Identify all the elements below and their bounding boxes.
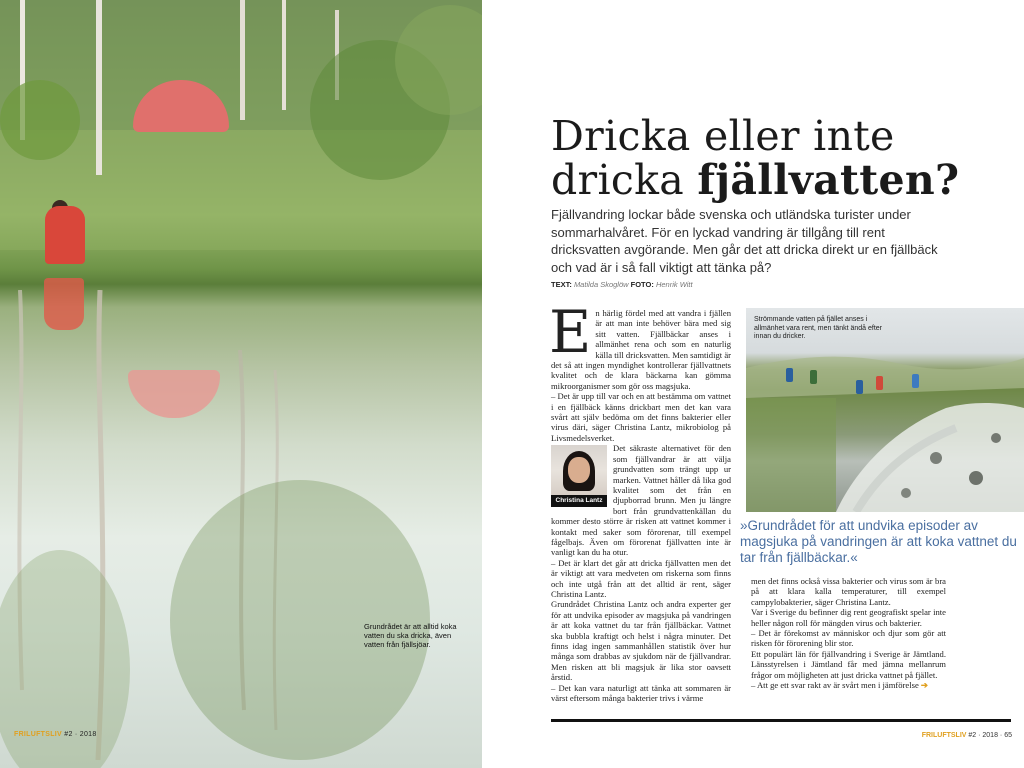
body-paragraph-1: n härlig fördel med att vandra i fjällen är att man inte behöver bära med sig sitt vatten. Fjällbäckar anses i allmänhet rena och som en naturlig källa till dricksvatten. Men samtidigt är det så att ingen myndighet kontrollerar fjällvattnets kvalitet och de klara bäckarna kan gömma mikroorganismer som gör oss magsjuka. bbox=[551, 308, 731, 391]
hiker bbox=[45, 206, 85, 264]
small-hiker-2 bbox=[810, 370, 817, 384]
headline-line-2-light: dricka bbox=[551, 156, 698, 204]
body-paragraph-4: – Det är klart det går att dricka fjällvatten men det är viktigt att vara medveten om riskerna som finns och inte utgå från att det alltid är rent, säger Christina Lantz. bbox=[551, 557, 731, 599]
body-paragraph-8: Var i Sverige du befinner dig rent geografiskt spelar inte heller någon roll för mängden virus och bakterier. bbox=[751, 607, 946, 628]
headline-line-2-bold: fjällvatten? bbox=[697, 156, 960, 204]
small-hiker-4 bbox=[876, 376, 883, 390]
last-line-text: – Att ge ett svar rakt av är svårt men i jämförelse bbox=[751, 680, 919, 691]
small-hiker-1 bbox=[786, 368, 793, 382]
photo-author: Henrik Witt bbox=[655, 280, 693, 289]
text-label: TEXT: bbox=[551, 280, 572, 289]
stream-photo-caption: Strömmande vatten på fjället anses i allmänhet vara rent, men tänkt ändå efter innan du dricker. bbox=[754, 316, 883, 341]
tree-reflections bbox=[0, 290, 482, 768]
portrait-face bbox=[568, 457, 590, 483]
body-column-1 bbox=[549, 298, 731, 704]
byline bbox=[551, 280, 851, 289]
body-paragraph-11 bbox=[751, 680, 946, 690]
left-folio bbox=[14, 731, 97, 738]
folio-magazine-name: FRILUFTSLIV bbox=[14, 731, 63, 738]
body-paragraph-9: – Det är förekomst av människor och djur som gör att risken för förorening blir stor. bbox=[751, 628, 946, 649]
body-paragraph-2: – Det är upp till var och en att bestämma om vattnet i en fjällbäck känns drickbart men det kan vara svårt att själv bedöma om det finns bakterier eller virus däri, säger Christina Lantz, mikrobiolog på Livsmedelsverket. bbox=[551, 391, 731, 443]
body-paragraph-5: Grundrådet Christina Lantz och andra experter ger för att undvika episoder av magsjuka på vandringen är att koka vattnet du tar från fjällbäckar. Vattnet ska bubbla kraftigt och helst i några minuter. Det finns idag ingen sammanhållen statistik över hur många som drabbas av sjukdom när de fjällvandrar. Men risken att bli magsjuk är lika stor oavsett årstid. bbox=[551, 599, 731, 683]
continue-arrow-icon: ➔ bbox=[920, 680, 929, 691]
page-number: 65 bbox=[1004, 732, 1012, 739]
text-author: Matilda Skoglöw bbox=[573, 280, 629, 289]
folio-magazine-name-right: FRILUFTSLIV bbox=[921, 732, 967, 739]
folio-issue: #2 · 2018 bbox=[64, 731, 97, 738]
portrait-name-label: Christina Lantz bbox=[551, 495, 607, 507]
photo-caption: Grundrådet är att alltid koka vatten du ska dricka, även vatten från fjällsjöar. bbox=[364, 622, 457, 649]
drop-cap: E bbox=[549, 298, 592, 366]
body-paragraph-7: men det finns också vissa bakterier och virus som är bra på att klara kalla temperaturer, till exempel campylobakterier, säger Christina Lantz. bbox=[751, 576, 946, 607]
article-lede: Fjällvandring lockar både svenska och utländska turister under sommarhalvåret. För en lyckad vandring är tillgång till rent dricksvatten avgörande. Men går det att dricka direkt ur en fjällbäck och vad är i så fall viktigt att tänka på? bbox=[551, 207, 938, 275]
body-paragraph-10: Ett populärt län för fjällvandring i Sverige är Jämtland. Länsstyrelsen i Jämtland får med jämna mellanrum frågor om möjligheten att just dricka vattnet på fjället. bbox=[751, 648, 946, 680]
folio-issue-right: #2 · 2018 · bbox=[968, 732, 1003, 739]
portrait-photo bbox=[551, 445, 607, 507]
lake-photo bbox=[0, 0, 482, 768]
right-folio bbox=[880, 732, 1012, 739]
article-headline bbox=[551, 114, 1011, 202]
photo-label: FOTO: bbox=[630, 280, 654, 289]
body-paragraph-6: – Det kan vara naturligt att tänka att sommaren är värst eftersom många bakterier trivs i värme bbox=[551, 682, 731, 704]
footer-rule bbox=[551, 719, 1011, 722]
small-hiker-3 bbox=[856, 380, 863, 394]
small-hiker-5 bbox=[912, 374, 919, 388]
body-paragraph-3: Det säkraste alternativet för den som fjällvandrar är att välja grundvatten som trängt upp ur marken. Vattnet håller då lika god kvalitet som det från en djupborrad brunn. Men ju längre bort från grundvattenkällan du kommer desto större är risken att vattnet kommer i kontakt med saker som förorenar, till exempel fågelbajs. Även om förorenat fjällvatten inte är vanligt kan du ha otur. bbox=[551, 443, 731, 558]
headline-line-1: Dricka eller inte bbox=[551, 112, 895, 160]
pull-quote: »Grundrådet för att undvika episoder av magsjuka på vandringen är att koka vattnet du tar från fjällbäckar.« bbox=[740, 518, 1017, 565]
body-column-3 bbox=[751, 576, 946, 706]
